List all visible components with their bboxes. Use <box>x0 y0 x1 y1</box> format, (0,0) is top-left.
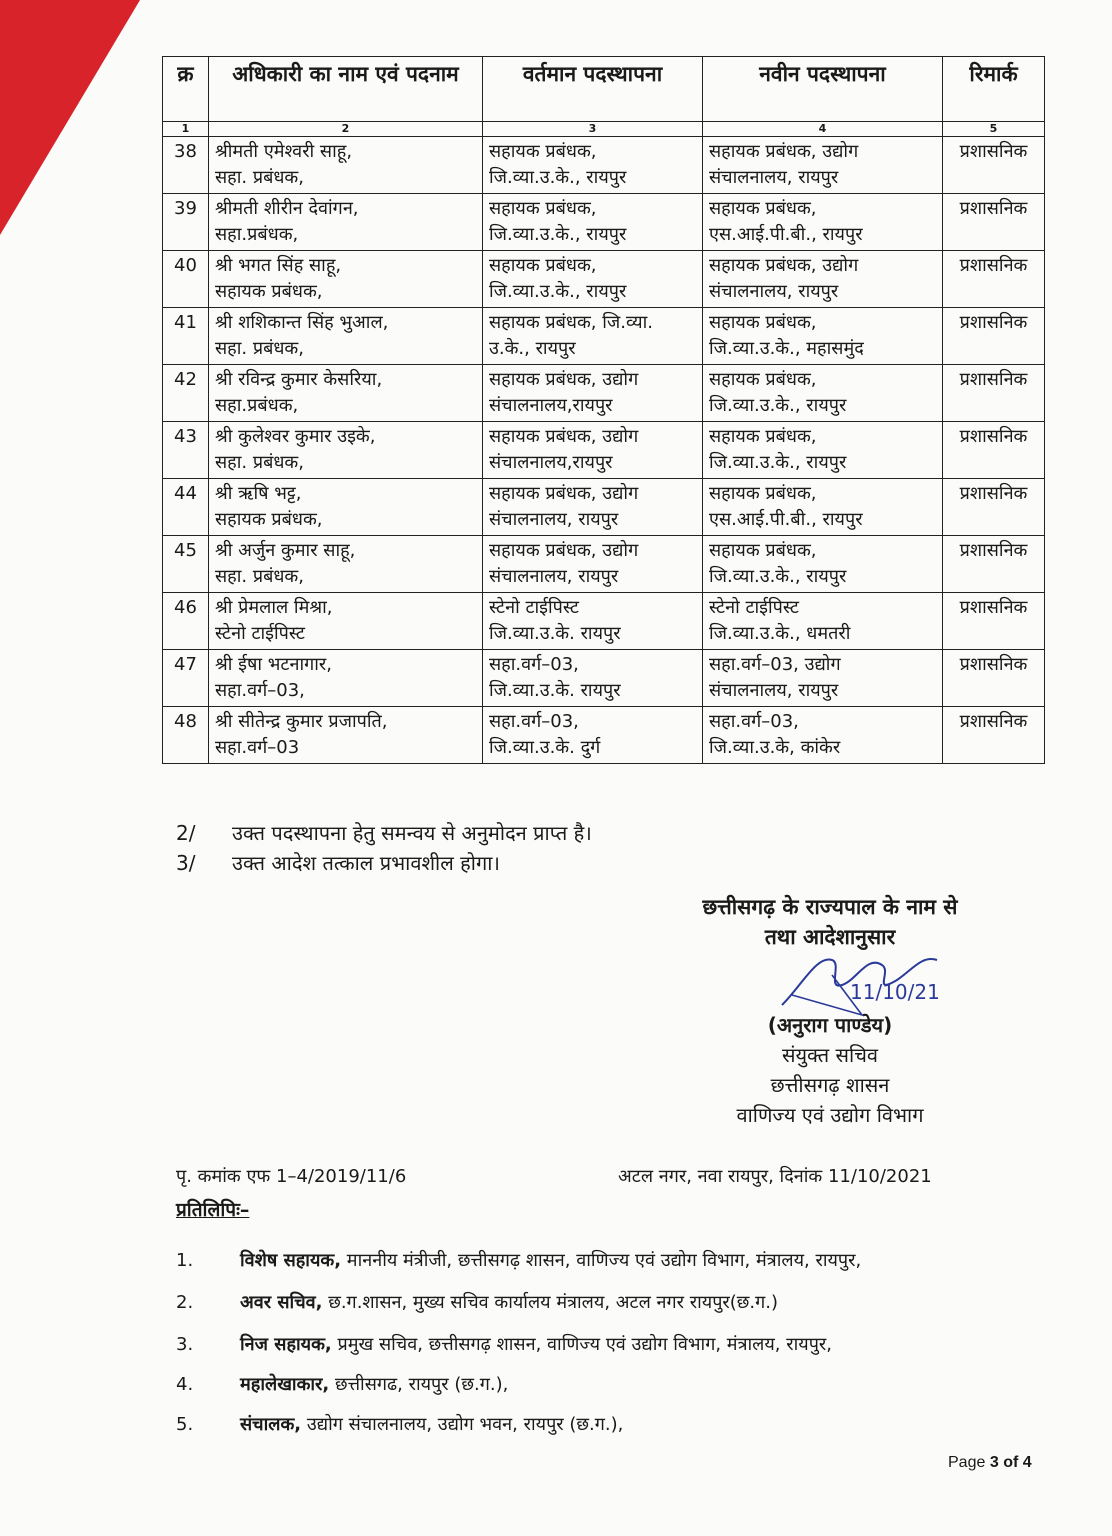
row-serial: 47 <box>163 650 209 707</box>
new-posting-line: जि.व्या.उ.के., धमतरी <box>709 623 851 644</box>
current-posting-line: उ.के., रायपुर <box>489 338 576 359</box>
row-officer <box>209 536 483 593</box>
copy-address: माननीय मंत्रीजी, छत्तीसगढ़ शासन, वाणिज्य एवं उद्योग विभाग, मंत्रालय, रायपुर, <box>341 1250 862 1271</box>
note-text: उक्त पदस्थापना हेतु समन्वय से अनुमोदन प्राप्त है। <box>232 821 592 845</box>
new-posting-line: सहायक प्रबंधक, <box>709 312 817 333</box>
column-number: 3 <box>483 122 703 137</box>
copy-recipient: विशेष सहायक, <box>240 1250 342 1271</box>
page-current: 3 <box>989 1454 999 1471</box>
row-officer <box>209 308 483 365</box>
row-officer <box>209 479 483 536</box>
table-row <box>163 422 1045 479</box>
signatory-office: छत्तीसगढ़ शासन <box>770 1073 890 1097</box>
current-posting-line: संचालनालय, रायपुर <box>489 509 619 530</box>
current-posting-line: सहायक प्रबंधक, उद्योग <box>489 483 639 504</box>
row-new-posting <box>703 308 943 365</box>
new-posting-line: सहायक प्रबंधक, <box>709 426 817 447</box>
row-current-posting <box>483 137 703 194</box>
row-current-posting <box>483 707 703 764</box>
row-officer <box>209 251 483 308</box>
table-row <box>163 251 1045 308</box>
new-posting-line: स्टेनो टाईपिस्ट <box>709 597 799 618</box>
new-posting-line: सहायक प्रबंधक, <box>709 369 817 390</box>
signature-authority-line: छत्तीसगढ़ के राज्यपाल के नाम से <box>702 895 958 919</box>
copy-address: छ.ग.शासन, मुख्य सचिव कार्यालय मंत्रालय, अटल नगर रायपुर(छ.ग.) <box>322 1292 779 1313</box>
row-serial: 42 <box>163 365 209 422</box>
order-notes <box>176 818 592 878</box>
copy-address: छत्तीसगढ, रायपुर (छ.ग.), <box>329 1374 509 1395</box>
current-posting-line: जि.व्या.उ.के., रायपुर <box>489 281 627 302</box>
officer-name: श्री कुलेश्वर कुमार उइके, <box>215 426 376 447</box>
new-posting-line: सहायक प्रबंधक, <box>709 540 817 561</box>
table-row <box>163 137 1045 194</box>
copy-number: 5. <box>176 1414 194 1435</box>
row-officer <box>209 650 483 707</box>
copy-item <box>176 1332 1056 1356</box>
table-row <box>163 479 1045 536</box>
current-posting-line: सहायक प्रबंधक, <box>489 255 597 276</box>
row-officer <box>209 707 483 764</box>
new-posting-line: सहायक प्रबंधक, <box>709 198 817 219</box>
row-current-posting <box>483 593 703 650</box>
officer-designation: सहा.प्रबंधक, <box>215 395 299 416</box>
row-officer <box>209 137 483 194</box>
officer-name: श्री रविन्द्र कुमार केसरिया, <box>215 369 383 390</box>
signatory-department: वाणिज्य एवं उद्योग विभाग <box>736 1103 924 1127</box>
copy-item <box>176 1372 1056 1396</box>
row-remark: प्रशासनिक <box>943 707 1045 764</box>
officer-name: श्री ईषा भटनागार, <box>215 654 333 675</box>
row-current-posting <box>483 251 703 308</box>
row-remark: प्रशासनिक <box>943 479 1045 536</box>
officer-designation: सहा.प्रबंधक, <box>215 224 299 245</box>
row-current-posting <box>483 422 703 479</box>
row-remark: प्रशासनिक <box>943 194 1045 251</box>
copy-number: 2. <box>176 1292 194 1313</box>
header-serial: क्र <box>163 57 209 122</box>
new-posting-line: एस.आई.पी.बी., रायपुर <box>709 509 863 530</box>
note-text: उक्त आदेश तत्काल प्रभावशील होगा। <box>232 851 500 875</box>
officer-name: श्री भगत सिंह साहू, <box>215 255 342 276</box>
row-officer <box>209 593 483 650</box>
table-row <box>163 650 1045 707</box>
officer-name: श्री प्रेमलाल मिश्रा, <box>215 597 333 618</box>
row-current-posting <box>483 536 703 593</box>
row-current-posting <box>483 194 703 251</box>
row-remark: प्रशासनिक <box>943 593 1045 650</box>
officer-designation: सहा. प्रबंधक, <box>215 167 304 188</box>
officer-designation: सहा. प्रबंधक, <box>215 566 304 587</box>
handwritten-signature <box>772 935 952 1025</box>
row-serial: 46 <box>163 593 209 650</box>
officer-designation: सहा. प्रबंधक, <box>215 452 304 473</box>
current-posting-line: सहा.वर्ग–03, <box>489 654 579 675</box>
row-new-posting <box>703 251 943 308</box>
new-posting-line: जि.व्या.उ.के., महासमुंद <box>709 338 864 359</box>
table-row <box>163 536 1045 593</box>
current-posting-line: जि.व्या.उ.के., रायपुर <box>489 167 627 188</box>
copies-heading: प्रतिलिपिः– <box>176 1199 250 1221</box>
reference-number: पृ. कमांक एफ 1–4/2019/11/6 <box>176 1166 407 1187</box>
signatory-name: (अनुराग पाण्डेय) <box>767 1013 893 1037</box>
row-serial: 40 <box>163 251 209 308</box>
page-total: 4 <box>1022 1454 1032 1471</box>
row-serial: 39 <box>163 194 209 251</box>
transfer-table <box>162 56 1045 764</box>
row-officer <box>209 422 483 479</box>
column-number-row <box>163 122 1045 137</box>
current-posting-line: सहा.वर्ग–03, <box>489 711 579 732</box>
copy-number: 1. <box>176 1250 194 1271</box>
officer-name: श्रीमती शीरीन देवांगन, <box>215 198 359 219</box>
table-row <box>163 194 1045 251</box>
copy-item <box>176 1412 1056 1436</box>
officer-designation: स्टेनो टाईपिस्ट <box>215 623 305 644</box>
new-posting-line: जि.व्या.उ.के, कांकेर <box>709 737 841 758</box>
copy-number: 4. <box>176 1374 194 1395</box>
current-posting-line: स्टेनो टाईपिस्ट <box>489 597 579 618</box>
column-number: 5 <box>943 122 1045 137</box>
header-new-posting: नवीन पदस्थापना <box>703 57 943 122</box>
row-remark: प्रशासनिक <box>943 536 1045 593</box>
signature-order-line: तथा आदेशानुसार <box>764 925 896 949</box>
row-remark: प्रशासनिक <box>943 308 1045 365</box>
table-row <box>163 707 1045 764</box>
row-new-posting <box>703 194 943 251</box>
note-item <box>176 848 592 878</box>
row-remark: प्रशासनिक <box>943 251 1045 308</box>
new-posting-line: एस.आई.पी.बी., रायपुर <box>709 224 863 245</box>
officer-designation: सहायक प्रबंधक, <box>215 509 323 530</box>
officer-designation: सहा. प्रबंधक, <box>215 338 304 359</box>
row-new-posting <box>703 593 943 650</box>
row-current-posting <box>483 308 703 365</box>
column-number: 1 <box>163 122 209 137</box>
row-new-posting <box>703 479 943 536</box>
current-posting-line: जि.व्या.उ.के. रायपुर <box>489 680 621 701</box>
officer-designation: सहा.वर्ग–03 <box>215 737 300 758</box>
new-posting-line: जि.व्या.उ.के., रायपुर <box>709 395 847 416</box>
copy-number: 3. <box>176 1334 194 1355</box>
row-remark: प्रशासनिक <box>943 650 1045 707</box>
copy-recipient: महालेखाकार, <box>240 1374 330 1395</box>
row-remark: प्रशासनिक <box>943 422 1045 479</box>
new-posting-line: संचालनालय, रायपुर <box>709 167 839 188</box>
row-remark: प्रशासनिक <box>943 137 1045 194</box>
current-posting-line: सहायक प्रबंधक, <box>489 198 597 219</box>
officer-name: श्री सीतेन्द्र कुमार प्रजापति, <box>215 711 388 732</box>
officer-name: श्री ऋषि भट्ट, <box>215 483 302 504</box>
column-number: 2 <box>209 122 483 137</box>
copy-item <box>176 1248 1056 1272</box>
current-posting-line: जि.व्या.उ.के. रायपुर <box>489 623 621 644</box>
officer-name: श्रीमती एमेश्वरी साहू, <box>215 141 353 162</box>
copy-recipient: निज सहायक, <box>240 1334 332 1355</box>
new-posting-line: जि.व्या.उ.के., रायपुर <box>709 566 847 587</box>
row-serial: 38 <box>163 137 209 194</box>
row-serial: 45 <box>163 536 209 593</box>
current-posting-line: जि.व्या.उ.के. दुर्ग <box>489 737 601 758</box>
page-prefix: Page <box>948 1454 986 1471</box>
current-posting-line: जि.व्या.उ.के., रायपुर <box>489 224 627 245</box>
row-officer <box>209 194 483 251</box>
row-serial: 43 <box>163 422 209 479</box>
new-posting-line: संचालनालय, रायपुर <box>709 680 839 701</box>
row-serial: 48 <box>163 707 209 764</box>
row-new-posting <box>703 137 943 194</box>
row-current-posting <box>483 479 703 536</box>
red-corner-decoration <box>0 0 140 240</box>
new-posting-line: सहायक प्रबंधक, उद्योग <box>709 255 859 276</box>
row-current-posting <box>483 365 703 422</box>
signature-date: 11/10/21 <box>850 980 940 1004</box>
table-row <box>163 308 1045 365</box>
row-new-posting <box>703 707 943 764</box>
table-row <box>163 593 1045 650</box>
current-posting-line: सहायक प्रबंधक, जि.व्या. <box>489 312 653 333</box>
note-number: 2/ <box>176 821 196 845</box>
row-new-posting <box>703 536 943 593</box>
row-new-posting <box>703 422 943 479</box>
reference-place-date: अटल नगर, नवा रायपुर, दिनांक 11/10/2021 <box>618 1166 932 1187</box>
current-posting-line: सहायक प्रबंधक, उद्योग <box>489 426 639 447</box>
officer-name: श्री अर्जुन कुमार साहू, <box>215 540 356 561</box>
row-serial: 41 <box>163 308 209 365</box>
signatory-designation: संयुक्त सचिव <box>781 1043 879 1067</box>
row-officer <box>209 365 483 422</box>
copy-item <box>176 1290 1056 1314</box>
officer-designation: सहायक प्रबंधक, <box>215 281 323 302</box>
note-number: 3/ <box>176 851 196 875</box>
page-of: of <box>1003 1454 1019 1471</box>
current-posting-line: सहायक प्रबंधक, उद्योग <box>489 369 639 390</box>
table-header-row <box>163 57 1045 122</box>
row-new-posting <box>703 650 943 707</box>
row-new-posting <box>703 365 943 422</box>
row-current-posting <box>483 650 703 707</box>
current-posting-line: संचालनालय, रायपुर <box>489 566 619 587</box>
copy-recipient: अवर सचिव, <box>240 1292 323 1313</box>
new-posting-line: जि.व्या.उ.के., रायपुर <box>709 452 847 473</box>
copy-recipient: संचालक, <box>240 1414 302 1435</box>
current-posting-line: संचालनालय,रायपुर <box>489 452 613 473</box>
page-number <box>948 1454 1032 1472</box>
officer-name: श्री शशिकान्त सिंह भुआल, <box>215 312 389 333</box>
row-serial: 44 <box>163 479 209 536</box>
new-posting-line: संचालनालय, रायपुर <box>709 281 839 302</box>
note-item <box>176 818 592 848</box>
officer-designation: सहा.वर्ग–03, <box>215 680 305 701</box>
new-posting-line: सहा.वर्ग–03, <box>709 711 799 732</box>
header-name: अधिकारी का नाम एवं पदनाम <box>209 57 483 122</box>
new-posting-line: सहायक प्रबंधक, उद्योग <box>709 141 859 162</box>
row-remark: प्रशासनिक <box>943 365 1045 422</box>
new-posting-line: सहायक प्रबंधक, <box>709 483 817 504</box>
table-row <box>163 365 1045 422</box>
column-number: 4 <box>703 122 943 137</box>
current-posting-line: सहायक प्रबंधक, उद्योग <box>489 540 639 561</box>
header-remark: रिमार्क <box>943 57 1045 122</box>
current-posting-line: सहायक प्रबंधक, <box>489 141 597 162</box>
header-current-posting: वर्तमान पदस्थापना <box>483 57 703 122</box>
copy-address: प्रमुख सचिव, छत्तीसगढ़ शासन, वाणिज्य एवं उद्योग विभाग, मंत्रालय, रायपुर, <box>331 1334 833 1355</box>
current-posting-line: संचालनालय,रायपुर <box>489 395 613 416</box>
copy-address: उद्योग संचालनालय, उद्योग भवन, रायपुर (छ.ग.), <box>301 1414 624 1435</box>
new-posting-line: सहा.वर्ग–03, उद्योग <box>709 654 841 675</box>
